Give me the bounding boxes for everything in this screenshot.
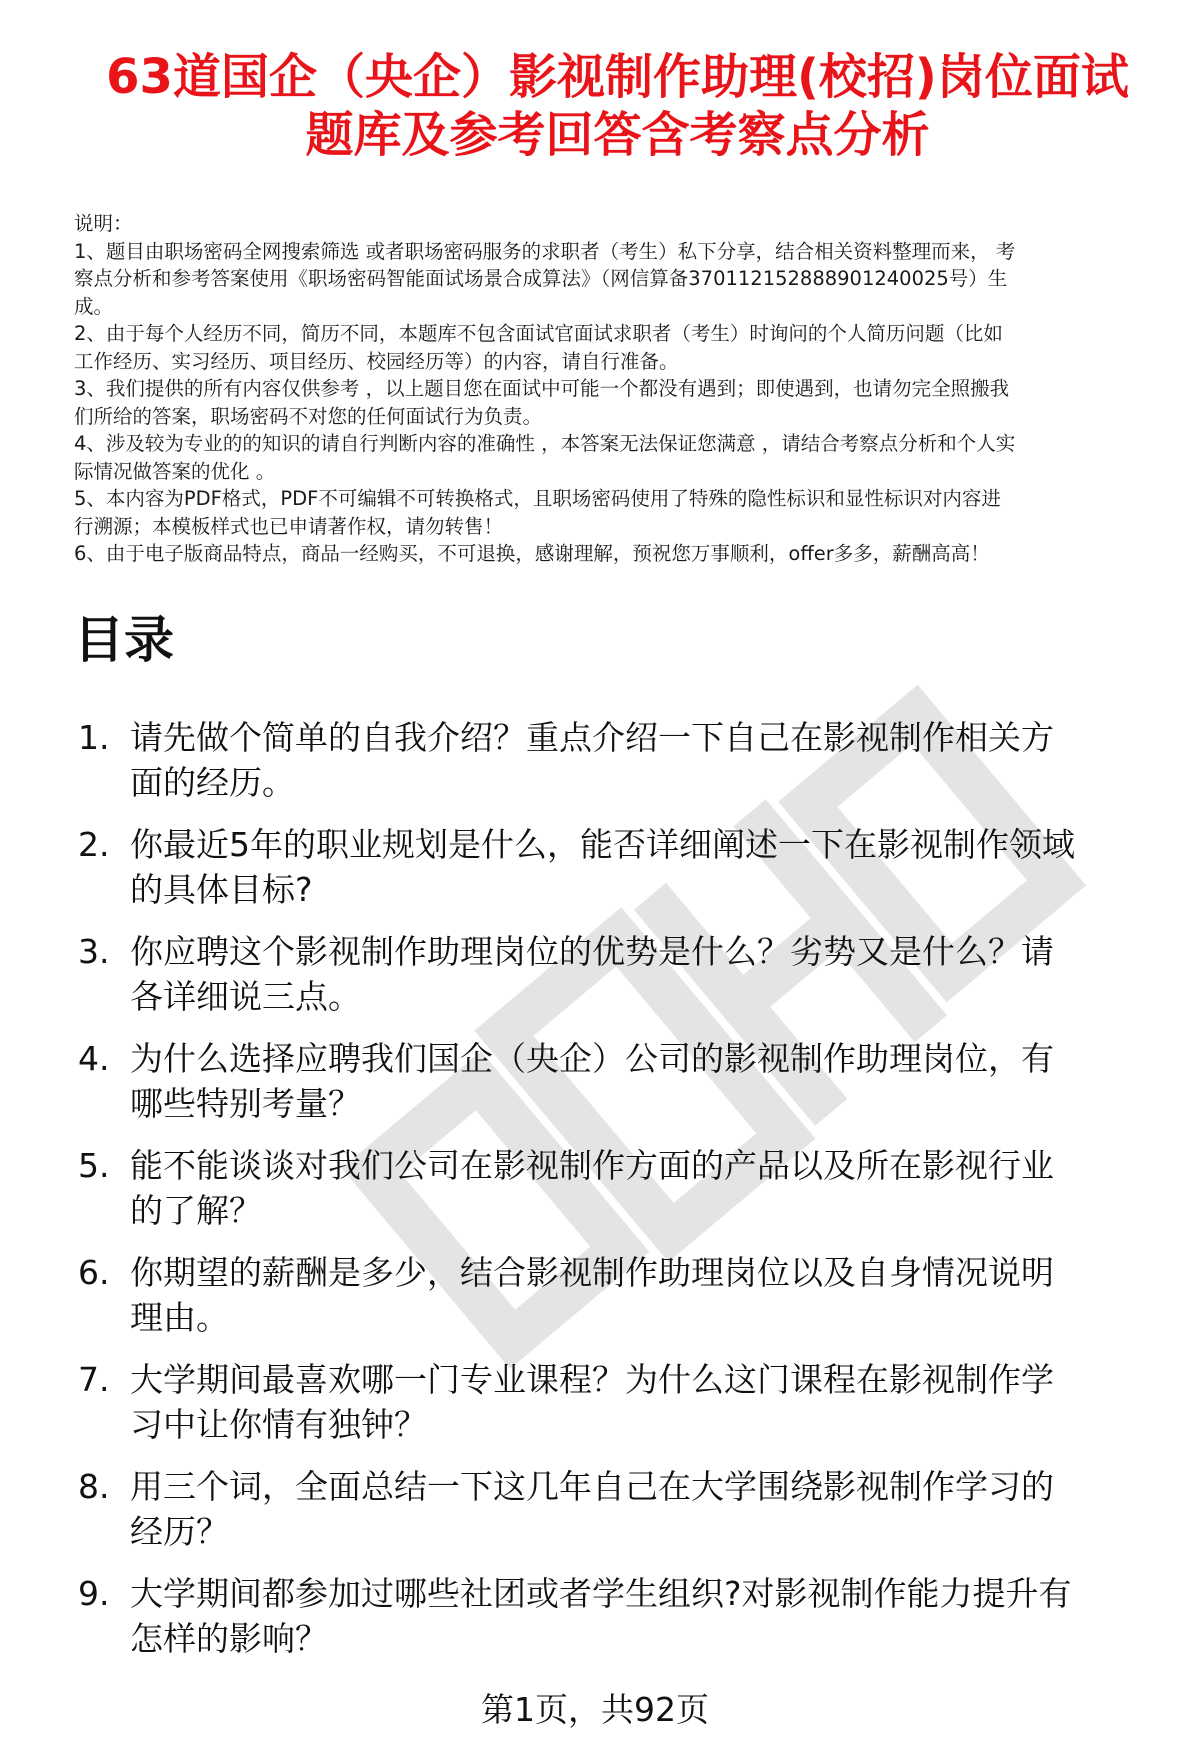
toc-item-text: 大学期间都参加过哪些社团或者学生组织?对影视制作能力提升有 怎样的影响？ <box>130 1574 1072 1658</box>
note-line: 们所给的答案，职场密码不对您的任何面试行为负责。 <box>74 404 543 428</box>
toc-item-text: 大学期间最喜欢哪一门专业课程？为什么这门课程在影视制作学 习中让你情有独钟？ <box>130 1360 1054 1444</box>
toc-item[interactable] <box>74 1464 1174 1554</box>
note-line: 行溯源；本模板样式也已申请著作权，请勿转售！ <box>74 514 504 538</box>
toc-item[interactable] <box>74 1357 1174 1447</box>
toc-item[interactable] <box>74 822 1174 912</box>
title-line-2: 题库及参考回答含考察点分析 <box>305 107 930 163</box>
toc-item-text: 为什么选择应聘我们国企（央企）公司的影视制作助理岗位，有 哪些特别考量？ <box>130 1039 1054 1123</box>
toc-item-number: 7. <box>78 1360 110 1399</box>
note-line: 成。 <box>74 294 114 318</box>
note-line: 4、涉及较为专业的的知识的请自行判断内容的准确性 ，本答案无法保证您满意 ，请结合考察点分析和个人实 <box>74 432 1016 455</box>
toc-heading: 目录 <box>74 611 174 669</box>
toc-item[interactable] <box>74 1571 1174 1661</box>
note-line: 6、由于电子版商品特点，商品一经购买，不可退换，感谢理解，预祝您万事顺利，offer多多，薪酬高高！ <box>74 542 990 565</box>
toc-item-text: 请先做个简单的自我介绍？重点介绍一下自己在影视制作相关方 面的经历。 <box>130 718 1054 802</box>
toc-item[interactable] <box>74 1036 1174 1126</box>
toc-item-number: 9. <box>78 1574 110 1613</box>
toc-item-text: 你应聘这个影视制作助理岗位的优势是什么？劣势又是什么？请 各详细说三点。 <box>130 932 1054 1016</box>
note-line: 3、我们提供的所有内容仅供参考 ，以上题目您在面试中可能一个都没有遇到；即使遇到，也请勿完全照搬我 <box>74 377 1010 400</box>
toc-item-number: 4. <box>78 1039 110 1078</box>
toc-item-number: 8. <box>78 1467 110 1506</box>
note-line: 说明： <box>74 212 133 235</box>
toc-item[interactable] <box>74 1250 1174 1340</box>
page-footer: 第1页，共92页 <box>481 1690 709 1729</box>
note-line: 2、由于每个人经历不同，简历不同，本题库不包含面试官面试求职者（考生）时询问的个人简历问题（比如 <box>74 322 1003 345</box>
toc-item-number: 2. <box>78 825 110 864</box>
toc-item[interactable] <box>74 1143 1174 1233</box>
note-line: 际情况做答案的优化 。 <box>74 459 276 483</box>
toc-item-number: 5. <box>78 1146 110 1185</box>
toc-item-number: 6. <box>78 1253 110 1292</box>
toc-item-number: 3. <box>78 932 110 971</box>
toc-item-text: 你最近5年的职业规划是什么，能否详细阐述一下在影视制作领域 的具体目标? <box>130 825 1075 909</box>
disclaimer-notes <box>74 210 1164 568</box>
toc-item-text: 你期望的薪酬是多少，结合影视制作助理岗位以及自身情况说明 理由。 <box>130 1253 1054 1337</box>
title-line-1: 63道国企（央企）影视制作助理(校招)岗位面试 <box>106 49 1129 105</box>
toc-item[interactable] <box>74 715 1174 805</box>
document-title <box>60 48 1175 164</box>
note-line: 5、本内容为PDF格式，PDF不可编辑不可转换格式，且职场密码使用了特殊的隐性标识和显性标识对内容进 <box>74 487 1001 510</box>
toc-item[interactable] <box>74 929 1174 1019</box>
note-line: 工作经历、实习经历、项目经历、校园经历等）的内容，请自行准备。 <box>74 349 679 373</box>
toc-item-text: 用三个词，全面总结一下这几年自己在大学围绕影视制作学习的 经历？ <box>130 1467 1054 1551</box>
toc-item-text: 能不能谈谈对我们公司在影视制作方面的产品以及所在影视行业 的了解？ <box>130 1146 1054 1230</box>
note-line: 察点分析和参考答案使用《职场密码智能面试场景合成算法》（网信算备370112152888901240025号）生 <box>74 267 1008 290</box>
table-of-contents <box>74 715 1174 1678</box>
toc-item-number: 1. <box>78 718 110 757</box>
note-line: 1、题目由职场密码全网搜索筛选 或者职场密码服务的求职者（考生）私下分享，结合相关资料整理而来， 考 <box>74 239 1016 263</box>
